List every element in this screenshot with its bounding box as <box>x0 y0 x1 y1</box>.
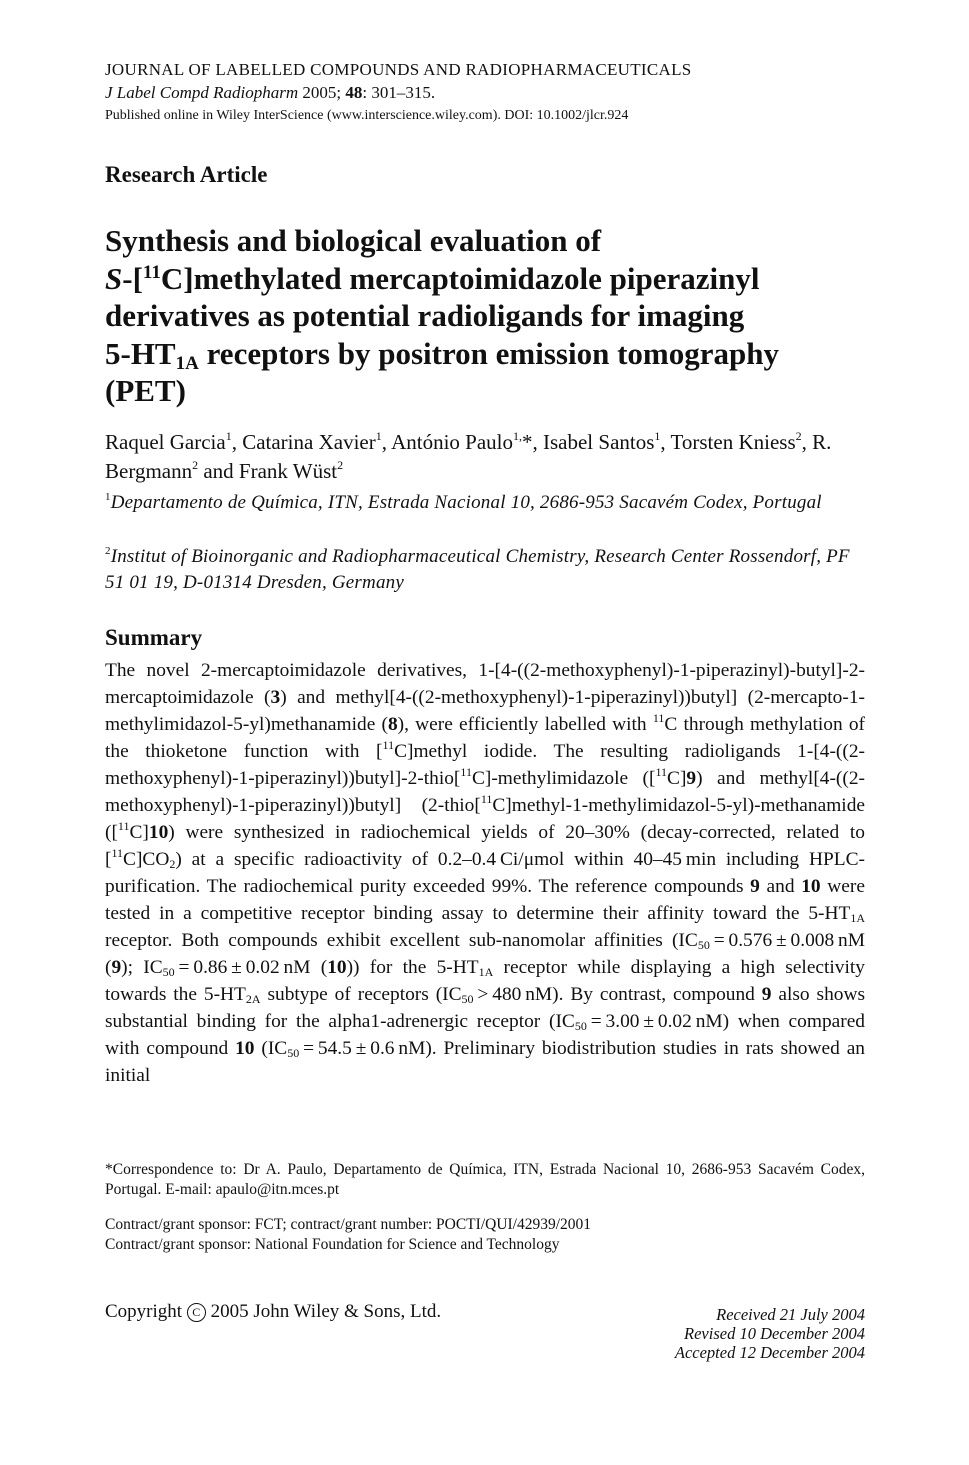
affiliation-text: Institut of Bioinorganic and Radiopharmaceutical Chemistry, Research Center Rossendorf, PF 51 01 19, D-01314 Dresden, Germany <box>105 546 850 593</box>
subscript: 1A <box>850 911 865 925</box>
corresponding-star: * <box>522 430 533 454</box>
compound-number: 9 <box>761 984 772 1005</box>
summary-heading: Summary <box>105 625 203 650</box>
author-affil: 2 <box>192 458 199 472</box>
isotope-sup: 11 <box>655 765 668 779</box>
correspondence-footnote: *Correspondence to: Dr A. Paulo, Departamento de Química, ITN, Estrada Nacional 10, 2686-953 Sacavém Codex, Portugal. E-mail: apaulo@itn.mces.pt <box>105 1161 865 1198</box>
copyright-holder: 2005 John Wiley & Sons, Ltd. <box>205 1301 442 1322</box>
author-affil: 2 <box>795 429 802 443</box>
affiliation-1 <box>105 490 865 516</box>
summary-text: were tested in a competitive receptor binding assay to determine their affinity toward the 5-HT <box>105 876 865 924</box>
received-date: Received 21 July 2004 <box>716 1305 865 1324</box>
compound-number: 9 <box>686 768 697 789</box>
title-ht-sub: 1A <box>175 352 199 374</box>
summary-text: ) and methyl[4-((2-methoxyphenyl)-1-piperazinyl))butyl] (2-thio[ <box>105 768 865 816</box>
affiliation-number: 1 <box>105 491 111 503</box>
copyright-word: Copyright <box>105 1301 187 1322</box>
summary-text: C]methyl iodide. The resulting radioligands 1-[4-((2-methoxyphenyl)-1-piperazinyl))butyl]-2-thio[ <box>105 741 865 789</box>
journal-name: JOURNAL OF LABELLED COMPOUNDS AND RADIOPHARMACEUTICALS <box>105 60 692 79</box>
revised-date: Revised 10 December 2004 <box>684 1324 865 1343</box>
summary-text: = 0.86 ± 0.02 nM ( <box>174 957 328 978</box>
summary-text: receptor while displaying a high selectivity towards the 5-HT <box>105 957 865 1005</box>
summary-text: C]CO <box>123 849 170 870</box>
title-line-2-rest: C]methylated mercaptoimidazole piperazinyl <box>160 260 760 296</box>
copyright-icon: C <box>187 1303 206 1322</box>
compound-number: 8 <box>387 714 398 735</box>
compound-number: 9 <box>111 957 122 978</box>
subscript: 50 <box>461 992 474 1006</box>
citation-journal: J Label Compd Radiopharm <box>105 83 299 102</box>
summary-text: )) for the 5-HT <box>346 957 479 978</box>
received-dates <box>675 1305 865 1362</box>
summary-text: = 3.00 ± 0.02 nM) when compared with compound <box>105 1011 865 1059</box>
summary-text: The novel 2-mercaptoimidazole derivatives, 1-[4-((2-methoxyphenyl)-1-piperazinyl)-butyl]-2-mercaptoimidazole ( <box>105 660 865 708</box>
author-list <box>105 428 865 486</box>
summary-text: and <box>759 876 802 897</box>
citation-pages: : 301–315. <box>362 83 436 102</box>
title-line-4 <box>105 335 865 373</box>
author-name: , Catarina Xavier <box>231 430 376 454</box>
isotope-sup: 11 <box>480 792 493 806</box>
accepted-date: Accepted 12 December 2004 <box>674 1343 865 1362</box>
author-affil: 1 <box>654 429 661 443</box>
compound-number: 9 <box>750 876 760 897</box>
author-name: and Frank Wüst <box>198 459 338 483</box>
summary-text: ); IC <box>121 957 163 978</box>
grant-footnotes <box>105 1215 865 1255</box>
summary-text: ) and methyl[4-((2-methoxyphenyl)-1-piperazinyl))butyl] (2-mercapto-1-methylimidazol-5-yl)methanamide ( <box>105 687 865 735</box>
title-line-4-rest: receptors by positron emission tomography <box>198 335 779 371</box>
affiliation-number: 2 <box>105 545 111 557</box>
summary-text: receptor. Both compounds exhibit excellent sub-nanomolar affinities (IC <box>105 930 698 951</box>
isotope-sup: 11 <box>111 846 124 860</box>
summary-text: ), were efficiently labelled with <box>397 714 653 735</box>
title-isotope: 11 <box>142 261 161 283</box>
citation-year: 2005; <box>298 83 346 102</box>
summary-text: C]-methylimidazole ([ <box>471 768 656 789</box>
title-line-5: (PET) <box>105 373 186 408</box>
isotope-sup: 11 <box>117 819 130 833</box>
author-affil: 2 <box>337 458 344 472</box>
subscript: 50 <box>287 1046 300 1060</box>
isotope-sup: 11 <box>652 711 665 725</box>
compound-number: 3 <box>270 687 281 708</box>
summary-text: = 54.5 ± 0.6 nM). Preliminary biodistribution studies in rats showed an initial <box>105 1038 865 1086</box>
subscript: 50 <box>162 965 175 979</box>
author-name: , Isabel Santos <box>532 430 655 454</box>
author-name: , R. Bergmann <box>105 430 832 483</box>
title-line-1: Synthesis and biological evaluation of <box>105 223 602 258</box>
author-name: , António Paulo <box>381 430 513 454</box>
author-affil: 1 <box>375 429 382 443</box>
paper-title <box>105 222 865 410</box>
summary-text: (IC <box>254 1038 288 1059</box>
summary-text: subtype of receptors (IC <box>260 984 462 1005</box>
isotope-sup: 11 <box>382 738 395 752</box>
compound-number: 10 <box>235 1038 255 1059</box>
summary-text: ) were synthesized in radiochemical yields of 20–30% (decay-corrected, related to [ <box>105 822 865 870</box>
title-s-prefix: S <box>105 260 123 296</box>
published-online-note: Published online in Wiley InterScience (www.interscience.wiley.com). DOI: 10.1002/jlcr.924 <box>105 108 629 123</box>
grant-line-1: Contract/grant sponsor: FCT; contract/grant number: POCTI/QUI/42939/2001 <box>105 1216 592 1233</box>
title-bracket: -[ <box>122 260 143 296</box>
author-name: , Torsten Kniess <box>660 430 796 454</box>
summary-text: ) at a specific radioactivity of 0.2–0.4 Ci/μmol within 40–45 min including HPLC-purification. The radiochemical purity exceeded 99%. The reference compounds <box>105 849 865 897</box>
compound-number: 10 <box>801 876 821 897</box>
citation-volume: 48 <box>345 83 363 102</box>
subscript: 50 <box>697 938 710 952</box>
title-line-3: derivatives as potential radioligands for imaging <box>105 298 745 333</box>
author-affil: 1 <box>225 429 232 443</box>
title-ht: 5-HT <box>105 335 176 371</box>
summary-text: C]methyl-1-methylimidazol-5-yl)-methanamide ([ <box>105 795 865 843</box>
summary-text: C] <box>129 822 149 843</box>
summary-text: C through methylation of the thioketone function with [ <box>105 714 866 762</box>
affiliation-text: Departamento de Química, ITN, Estrada Nacional 10, 2686-953 Sacavém Codex, Portugal <box>110 492 822 513</box>
summary-text: = 0.576 ± 0.008 nM ( <box>105 930 865 978</box>
subscript: 2 <box>169 857 176 871</box>
isotope-sup: 11 <box>460 765 472 779</box>
summary-paragraph <box>105 657 865 1089</box>
article-type: Research Article <box>105 162 268 187</box>
compound-number: 10 <box>148 822 169 843</box>
subscript: 50 <box>574 1019 587 1033</box>
title-line-2 <box>105 260 865 298</box>
summary-text: C] <box>667 768 687 789</box>
grant-line-2: Contract/grant sponsor: National Foundation for Science and Technology <box>105 1236 560 1253</box>
summary-text: also shows substantial binding for the alpha1-adrenergic receptor (IC <box>105 984 866 1032</box>
compound-number: 10 <box>327 957 347 978</box>
subscript: 2A <box>245 992 261 1006</box>
affiliation-2 <box>105 544 865 596</box>
citation <box>105 83 435 103</box>
copyright-notice <box>105 1301 441 1323</box>
author-affil: 1, <box>513 429 522 443</box>
author-name: Raquel Garcia <box>105 430 226 454</box>
subscript: 1A <box>478 965 494 979</box>
summary-text: > 480 nM). By contrast, compound <box>473 984 762 1005</box>
